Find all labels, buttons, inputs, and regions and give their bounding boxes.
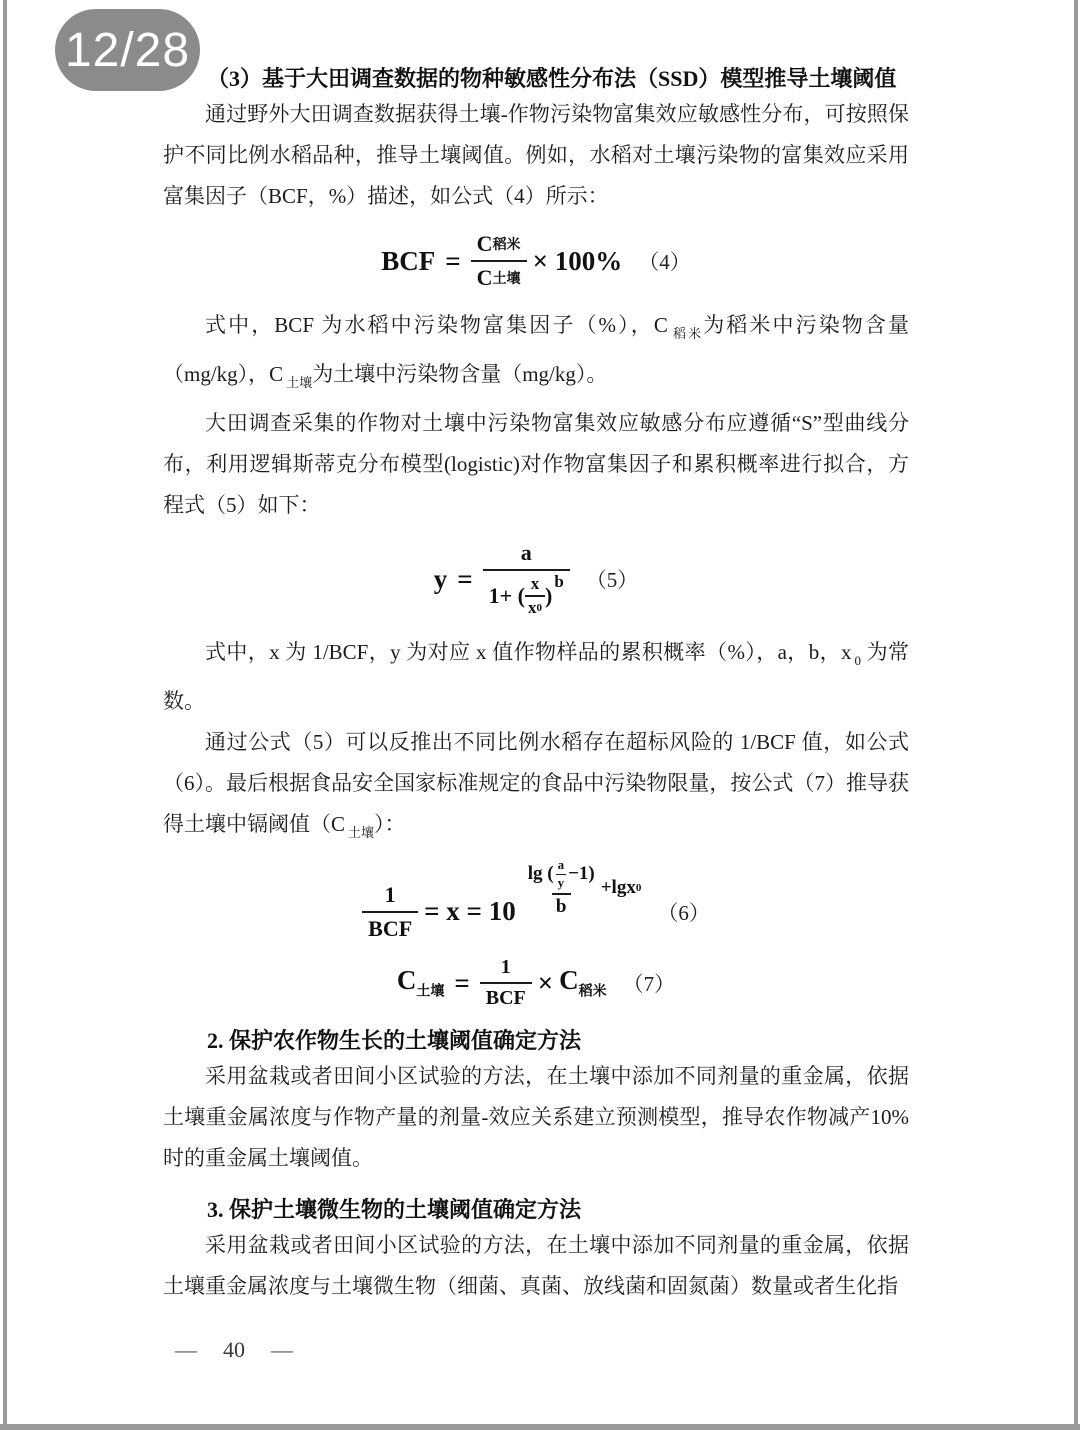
- formula5-denominator: [483, 569, 570, 618]
- page-number: 40: [223, 1337, 245, 1362]
- formula4-num-subscript: 稻米: [492, 238, 521, 253]
- text-segment: ）：: [374, 812, 406, 836]
- formula4-tag: （4）: [638, 250, 691, 274]
- text-segment: 式中，x 为 1/BCF，y 为对应 x 值作物样品的累积概率（%），a，b，x: [205, 640, 852, 664]
- formula6-exp-suffix: −1): [568, 863, 595, 884]
- formula4-denominator: [471, 260, 527, 291]
- formula7-rhs: [559, 965, 607, 1000]
- text-segment: 式中，BCF 为水稻中污染物富集因子（%），C: [205, 313, 668, 337]
- paragraph-logistic: 大田调查采集的作物对土壤中污染物富集效应敏感分布应遵循“S”型曲线分布，利用逻辑斯蒂克分布模型(logistic)对作物富集因子和累积概率进行拟合，方程式（5）如下：: [163, 411, 909, 517]
- formula6-exp-den: b: [552, 893, 571, 918]
- formula6-exp-plus-subscript: 0: [635, 881, 642, 894]
- formula6-exp-plus: [601, 877, 642, 899]
- subscript-ricemi: 稻米: [670, 326, 704, 341]
- paragraph-crop: 采用盆栽或者田间小区试验的方法，在土壤中添加不同剂量的重金属，依据土壤重金属浓度与作物产量的剂量-效应关系建立预测模型，推导农作物减产10%时的重金属土壤阈值。: [163, 1064, 909, 1170]
- page-edge-right: [1074, 0, 1078, 1430]
- subscript-soil: 土壤: [348, 825, 375, 840]
- formula4-numerator: [471, 231, 527, 260]
- formula-4: [163, 231, 909, 291]
- formula4-den-base: C: [476, 265, 493, 290]
- heading-crop-threshold: 2. 保护农作物生长的土壤阈值确定方法: [207, 1028, 582, 1053]
- formula4-lhs: BCF: [381, 245, 436, 276]
- viewer-bottom-bar: [0, 1424, 1080, 1430]
- formula5-tag: （5）: [585, 568, 639, 592]
- formula5-exponent: b: [554, 572, 564, 591]
- formula6-exp-inner-fraction: [556, 857, 567, 891]
- formula6-exp-prefix: lg (: [527, 863, 554, 884]
- formula7-num: 1: [500, 956, 511, 978]
- formula6-exp-inner-num: a: [557, 857, 565, 872]
- formula7-lhs: [397, 965, 445, 1000]
- text-segment: 为常数。: [163, 640, 910, 713]
- formula5-equals: =: [457, 563, 473, 594]
- paragraph-derivation: [163, 722, 909, 853]
- formula7-den: BCF: [480, 982, 532, 1010]
- formula7-fraction: [480, 956, 532, 1010]
- formula4-den-subscript: 土壤: [492, 272, 521, 287]
- formula4-factor: × 100%: [532, 245, 623, 276]
- formula7-lhs-base: C: [396, 965, 417, 996]
- paragraph-microbe: 采用盆栽或者田间小区试验的方法，在土壤中添加不同剂量的重金属，依据土壤重金属浓度与土壤微生物（细菌、真菌、放线菌和固氮菌）数量或者生化指: [163, 1233, 909, 1298]
- formula6-exp-inner-den: y: [557, 875, 565, 890]
- subscript-soil: 土壤: [286, 375, 313, 390]
- paragraph-formula5-note: [163, 632, 909, 722]
- formula6-lhs-fraction: [362, 882, 418, 942]
- text-segment: 为稻米中污染物含量（mg/kg），C: [163, 313, 909, 386]
- formula6-exp-plus-text: +lgx: [600, 876, 636, 898]
- formula5-fraction: [483, 540, 570, 618]
- formula-7: [163, 956, 909, 1010]
- formula4-num-base: C: [476, 231, 493, 256]
- formula7-lhs-subscript: 土壤: [416, 984, 445, 1000]
- formula5-inner-fraction: [525, 574, 545, 618]
- formula6-lhs-den: BCF: [362, 911, 418, 942]
- formula4-fraction: [471, 231, 527, 291]
- paragraph-formula4-note: [163, 305, 909, 403]
- text-segment: 通过公式（5）可以反推出不同比例水稻存在超标风险的 1/BCF 值，如公式（6）。最后根据食品安全国家标准规定的食品中污染物限量，按公式（7）推导获得土壤中镉阈值（C: [163, 730, 909, 836]
- formula7-rhs-base: C: [559, 965, 579, 996]
- formula6-mid: = x = 10: [424, 896, 516, 926]
- formula-5: [163, 540, 909, 618]
- formula5-numerator: a: [520, 540, 532, 565]
- formula5-inner-num: x: [530, 574, 540, 593]
- formula6-tag: （6）: [657, 900, 710, 925]
- formula6-exponent-block: [524, 857, 642, 918]
- formula7-rhs-subscript: 稻米: [578, 984, 607, 1000]
- formula5-inner-den-subscript: 0: [536, 602, 542, 614]
- page-footer: [163, 1337, 909, 1363]
- paragraph-intro: 通过野外大田调查数据获得土壤-作物污染物富集效应敏感性分布，可按照保护不同比例水稻品种，推导土壤阈值。例如，水稻对土壤污染物的富集效应采用富集因子（BCF，%）描述，如公式（4）所示：: [163, 102, 909, 208]
- heading-microbe-threshold: 3. 保护土壤微生物的土壤阈值确定方法: [207, 1197, 582, 1222]
- formula6-lhs-num: 1: [384, 881, 396, 907]
- formula5-inner-den-base: x: [527, 598, 537, 617]
- formula-6: [163, 857, 909, 942]
- subscript-x0: 0: [854, 653, 861, 668]
- page-edge-left: [3, 0, 7, 1430]
- heading-ssd-method: （3）基于大田调查数据的物种敏感性分布法（SSD）模型推导土壤阈值: [207, 66, 897, 91]
- formula5-den-suffix: ): [544, 583, 553, 608]
- formula5-lhs: y: [433, 563, 448, 594]
- formula7-equals: =: [454, 967, 470, 998]
- formula6-exp-num: [524, 857, 599, 893]
- formula5-inner-den: [525, 595, 545, 618]
- text-segment: 为土壤中污染物含量（mg/kg）。: [312, 362, 608, 386]
- formula7-tag: （7）: [622, 972, 676, 996]
- page-indicator-badge: 12/28: [55, 9, 200, 91]
- formula4-equals: =: [445, 245, 461, 276]
- footer-dash-right: —: [271, 1337, 293, 1362]
- formula6-exp-fraction: [524, 857, 599, 918]
- formula7-times: ×: [537, 967, 554, 998]
- formula5-den-prefix: 1+ (: [488, 583, 525, 608]
- document-page: [163, 64, 909, 1363]
- footer-dash-left: —: [175, 1337, 197, 1362]
